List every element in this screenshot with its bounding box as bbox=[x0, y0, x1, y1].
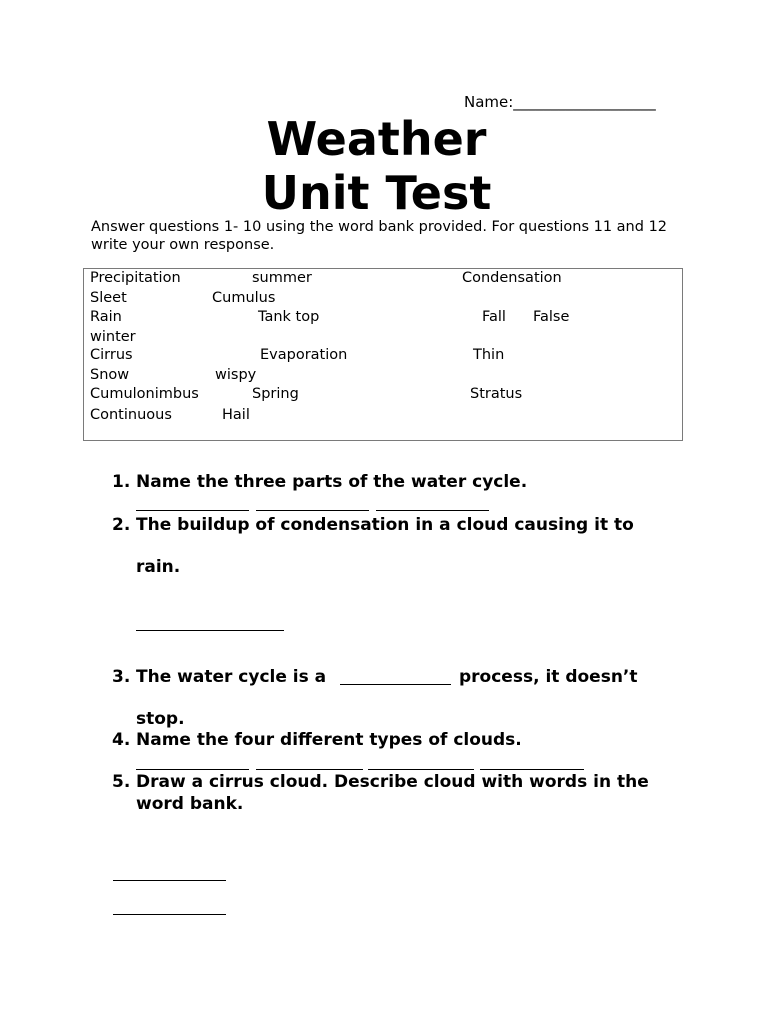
answer-blank-3[interactable] bbox=[340, 684, 451, 685]
question-1-number: 1. bbox=[112, 472, 131, 492]
word-bank-word: summer bbox=[252, 270, 312, 286]
word-bank-word: False bbox=[533, 309, 570, 325]
question-3-text-before: The water cycle is a bbox=[136, 667, 327, 687]
word-bank-word: Evaporation bbox=[260, 347, 348, 363]
instructions: Answer questions 1- 10 using the word bank provided. For questions 11 and 12 write your own response. bbox=[91, 219, 668, 253]
word-bank-word: Spring bbox=[252, 386, 299, 402]
word-bank-word: Tank top bbox=[258, 309, 320, 325]
question-3-number: 3. bbox=[112, 667, 131, 687]
question-5-number: 5. bbox=[112, 772, 131, 792]
word-bank-word: Sleet bbox=[90, 290, 127, 306]
question-1-text: Name the three parts of the water cycle. bbox=[136, 472, 528, 492]
answer-blank-4c[interactable] bbox=[368, 769, 474, 770]
answer-blank-4b[interactable] bbox=[256, 769, 363, 770]
answer-blank-5b[interactable] bbox=[113, 914, 226, 915]
word-bank-word: winter bbox=[90, 329, 136, 345]
answer-blank-1b[interactable] bbox=[256, 510, 369, 511]
question-2-number: 2. bbox=[112, 515, 131, 535]
answer-blank-4a[interactable] bbox=[136, 769, 249, 770]
word-bank-word: Fall bbox=[482, 309, 506, 325]
question-4-text: Name the four different types of clouds. bbox=[136, 730, 522, 750]
page-title-line-1: Weather bbox=[266, 112, 487, 166]
word-bank-word: Snow bbox=[90, 367, 130, 383]
word-bank-word: Cumulus bbox=[212, 290, 276, 306]
answer-blank-1a[interactable] bbox=[136, 510, 249, 511]
answer-blank-5a[interactable] bbox=[113, 880, 226, 881]
answer-blank-1c[interactable] bbox=[376, 510, 489, 511]
word-bank-word: Hail bbox=[222, 407, 250, 423]
word-bank-word: Precipitation bbox=[90, 270, 181, 286]
word-bank-word: Thin bbox=[473, 347, 505, 363]
question-3-text-line-2: stop. bbox=[136, 709, 185, 729]
word-bank-box bbox=[83, 268, 683, 441]
answer-blank-4d[interactable] bbox=[480, 769, 584, 770]
question-2-text-line-2: rain. bbox=[136, 557, 181, 577]
answer-blank-2[interactable] bbox=[136, 630, 284, 631]
question-5-text-line-1: Draw a cirrus cloud. Describe cloud with words in the bbox=[136, 772, 649, 792]
word-bank-word: Cirrus bbox=[90, 347, 133, 363]
word-bank-word: Cumulonimbus bbox=[90, 386, 199, 402]
name-field-label[interactable]: Name:___________________ bbox=[464, 93, 656, 111]
question-5-text-line-2: word bank. bbox=[136, 794, 244, 814]
page-title-line-2: Unit Test bbox=[261, 166, 492, 220]
question-3-text-after: process, it doesn’t bbox=[459, 667, 638, 687]
question-4-number: 4. bbox=[112, 730, 131, 750]
word-bank-word: wispy bbox=[215, 367, 257, 383]
word-bank-word: Rain bbox=[90, 309, 122, 325]
word-bank-word: Condensation bbox=[462, 270, 562, 286]
word-bank-word: Stratus bbox=[470, 386, 523, 402]
question-2-text-line-1: The buildup of condensation in a cloud causing it to bbox=[136, 515, 634, 535]
word-bank-word: Continuous bbox=[90, 407, 172, 423]
